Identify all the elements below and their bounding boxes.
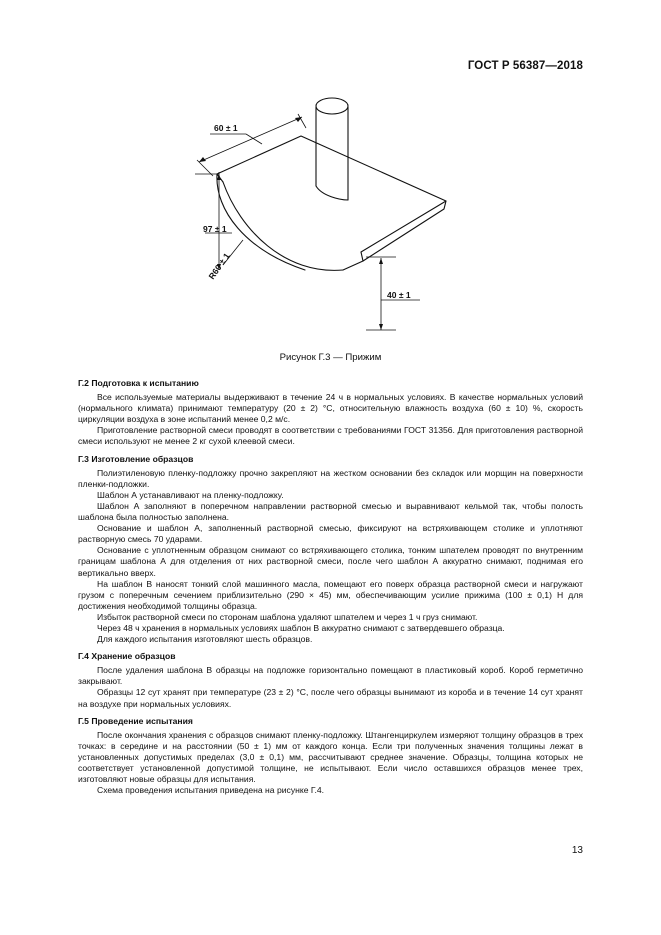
clamp-drawing [0,80,661,350]
paragraph: После удаления шаблона В образцы на подложке горизонтально помещают в пластиковый короб. Короб герметично закрывают. [78,665,583,687]
plate-top-face [217,136,446,252]
section-title: Г.3 Изготовление образцов [78,453,194,464]
section-title: Г.2 Подготовка к испытанию [78,378,199,388]
section-g3 [78,454,583,646]
paragraph: Полиэтиленовую пленку-подложку прочно закрепляют на жестком основании без складок или морщин на поверхности пленки-подложки. [78,467,583,489]
paragraph: На шаблон В наносят тонкий слой машинного масла, помещают его поверх образца растворной смеси и нагружают грузом с поперечным сечением приблизительно (290 × 45) мм, обеспечивающим усилие прижима (100 ± 0,1) Н для достижения необходимой толщины образца. [78,578,583,611]
page-number: 13 [571,845,583,856]
paragraph: Шаблон А заполняют в поперечном направлении растворной смесью и выравнивают кельмой так, чтобы полость шаблона была полностью заполнена. [78,500,583,523]
figure-caption: Рисунок Г.3 — Прижим [279,352,382,363]
figure-clamp [0,80,661,350]
section-g2 [78,378,583,448]
section-g5 [78,716,583,797]
section-title: Г.4 Хранение образцов [78,651,176,662]
plate-right-edge [361,201,446,261]
paragraph: Образцы 12 сут хранят при температуре (23 ± 2) °С, после чего образцы вынимают из короба и в течение 14 сут хранят на воздухе при нормальных условиях. [78,687,583,709]
paragraph: Все используемые материалы выдерживают в течение 24 ч в нормальных условиях. В качестве нормальных условий (нормального климата) принимают температуру (20 ± 2) °С, относительную влажность воздуха (60 ± 10) %, скорость циркуляции воздуха в зоне испытаний менее 0,2 м/с. [78,392,583,425]
paragraph: Основание с уплотненным образцом снимают со встряхивающего столика, тонким шпателем проводят по внутренним границам шаблона А для отделения от них растворной смеси, после чего шаблон А аккуратно снимают, поднимая его вертикально вверх. [78,545,583,578]
paragraph: Для каждого испытания изготовляют шесть образцов. [97,634,313,645]
paragraph: Через 48 ч хранения в нормальных условиях шаблон В аккуратно снимают с затвердевшего образца. [97,622,505,633]
handle-top [316,98,348,114]
dim-label-height: 40 ± 1 [387,290,411,300]
section-title: Г.5 Проведение испытания [78,715,193,726]
plate-bottom-edge [343,261,363,270]
paragraph: Схема проведения испытания приведена на рисунке Г.4. [97,785,325,796]
dim-label-radius: R60 ± 1 [206,251,232,282]
paragraph: Избыток растворной смеси по сторонам шаблона удаляют шпателем и через 1 ч груз снимают. [97,611,478,622]
handle-base [316,186,348,200]
paragraph: Шаблон А устанавливают на пленку-подложку. [97,489,284,500]
paragraph: Приготовление растворной смеси проводят в соответствии с требованиями ГОСТ 31356. Для приготовления растворной смеси используют не менее 2 кг сухой клеевой смеси. [78,425,583,447]
paragraph: Основание и шаблон А, заполненный растворной смесью, фиксируют на встряхивающем столике и уплотняют растворную смесь 70 ударами. [78,523,583,545]
dim-label-depth: 97 ± 1 [203,224,227,234]
body-text [78,378,583,802]
dim-label-width: 60 ± 1 [214,123,238,133]
document-code: ГОСТ Р 56387—2018 [467,60,583,72]
section-g4 [78,651,583,709]
curved-face-arc [223,182,343,270]
paragraph: После окончания хранения с образцов снимают пленку-подложку. Штангенциркулем измеряют толщину образцов в трех точках: в середине и на расстоянии (50 ± 1) мм от каждого конца. Если три полученных значения толщины лежат в установленных допустимых пределах (3,0 ± 0,1) мм, рассчитывают среднее значение. Образцы, толщина которых не соответствует установленной допустимой толщине, не испытывают. Если число оставшихся образцов менее трех, изготовляют новые образцы для испытания. [78,729,583,785]
